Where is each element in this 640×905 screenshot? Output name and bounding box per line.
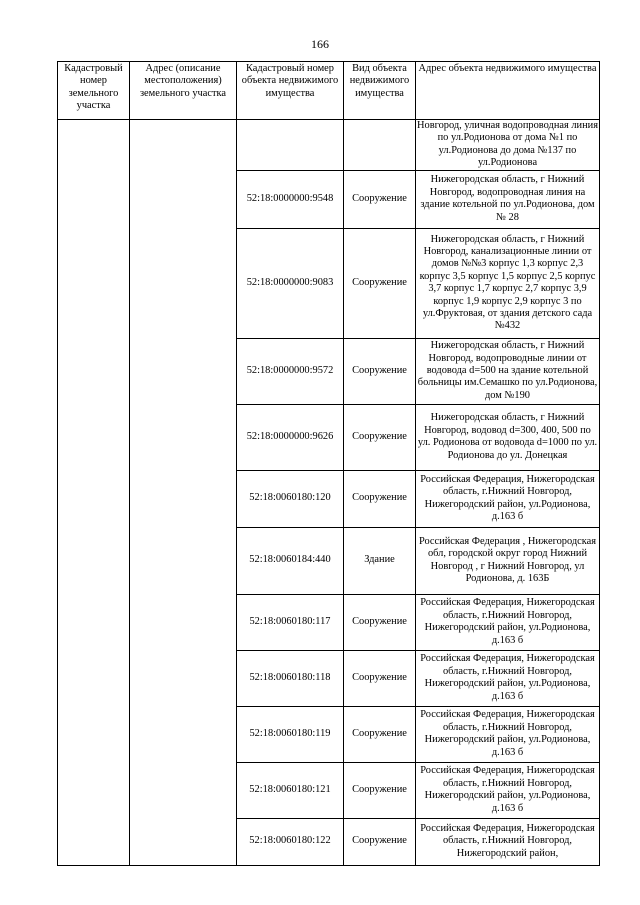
- object-address-cell: Российская Федерация, Нижегородская область, г.Нижний Новгород, Нижегородский район,: [416, 818, 600, 865]
- object-address-cell: Нижегородская область, г Нижний Новгород, водопроводная линия на здание котельной по ул.Родионова, дом № 28: [416, 170, 600, 228]
- object-type-cell: Сооружение: [344, 404, 416, 470]
- header-land-cadastral-number: Кадастровый номер земельного участка: [58, 62, 130, 120]
- land-address-cell: [130, 120, 237, 866]
- cadastral-number-cell: 52:18:0060180:121: [237, 762, 344, 818]
- table-header-row: [58, 62, 600, 120]
- cadastral-number-cell: 52:18:0000000:9083: [237, 228, 344, 338]
- property-registry-table: [57, 61, 600, 866]
- header-object-type: Вид объекта недвижимого имущества: [344, 62, 416, 120]
- object-type-cell: Сооружение: [344, 650, 416, 706]
- header-land-address: Адрес (описание местоположения) земельного участка: [130, 62, 237, 120]
- object-type-cell: Сооружение: [344, 170, 416, 228]
- object-address-cell: Российская Федерация, Нижегородская область, г.Нижний Новгород, Нижегородский район, ул.Родионова, д.163 б: [416, 650, 600, 706]
- cadastral-number-cell: 52:18:0000000:9572: [237, 338, 344, 404]
- object-type-cell: Сооружение: [344, 818, 416, 865]
- cadastral-number-cell: 52:18:0060180:117: [237, 594, 344, 650]
- object-address-cell: Российская Федерация , Нижегородская обл, городской округ город Нижний Новгород , г Нижний Новгород, ул Родионова, д. 163Б: [416, 527, 600, 594]
- object-type-cell: [344, 120, 416, 171]
- object-address-cell: Новгород, уличная водопроводная линия по ул.Родионова от дома №1 по ул.Родионова до дома №137 по ул.Родионова: [417, 120, 599, 169]
- land-cadastral-number-cell: [58, 120, 130, 866]
- object-type-cell: Здание: [344, 527, 416, 594]
- object-address-cell: Российская Федерация, Нижегородская область, г.Нижний Новгород, Нижегородский район, ул.Родионова, д.163 б: [416, 470, 600, 527]
- object-type-cell: Сооружение: [344, 228, 416, 338]
- cadastral-number-cell: 52:18:0000000:9626: [237, 404, 344, 470]
- table-row: [58, 120, 600, 171]
- object-address-cell: Российская Федерация, Нижегородская область, г.Нижний Новгород, Нижегородский район, ул.Родионова, д.163 б: [416, 762, 600, 818]
- object-address-cell: Нижегородская область, г Нижний Новгород, водовод d=300, 400, 500 по ул. Родионова от водовода d=1000 по ул. Родионова до ул. Донецкая: [416, 404, 600, 470]
- object-address-cell: Нижегородская область, г Нижний Новгород, водопроводные линии от водовода d=500 на здание котельной больницы им.Семашко по ул.Родионова, дом №190: [416, 338, 600, 404]
- object-type-cell: Сооружение: [344, 470, 416, 527]
- cadastral-number-cell: [237, 120, 344, 171]
- cadastral-number-cell: 52:18:0060180:118: [237, 650, 344, 706]
- cadastral-number-cell: 52:18:0060180:120: [237, 470, 344, 527]
- cadastral-number-cell: 52:18:0000000:9548: [237, 170, 344, 228]
- object-type-cell: Сооружение: [344, 338, 416, 404]
- object-address-cell: Нижегородская область, г Нижний Новгород, канализационные линии от домов №№3 корпус 1,3 корпус 2,3 корпус 3,5 корпус 1,5 корпус 2,5 корпус 3,7 корпус 1,7 корпус 2,7 корпус 3,9 корпус 1,9 корпус 2,9 корпус 3 по ул.Фруктовая, от здания детского сада №432: [416, 228, 600, 338]
- cadastral-number-cell: 52:18:0060180:122: [237, 818, 344, 865]
- object-address-cell: Российская Федерация, Нижегородская область, г.Нижний Новгород, Нижегородский район, ул.Родионова, д.163 б: [416, 594, 600, 650]
- object-type-cell: Сооружение: [344, 594, 416, 650]
- cadastral-number-cell: 52:18:0060184:440: [237, 527, 344, 594]
- object-type-cell: Сооружение: [344, 706, 416, 762]
- object-type-cell: Сооружение: [344, 762, 416, 818]
- header-object-address: Адрес объекта недвижимого имущества: [416, 62, 600, 120]
- object-address-cell: Российская Федерация, Нижегородская область, г.Нижний Новгород, Нижегородский район, ул.Родионова, д.163 б: [416, 706, 600, 762]
- header-object-cadastral-number: Кадастровый номер объекта недвижимого имущества: [237, 62, 344, 120]
- cadastral-number-cell: 52:18:0060180:119: [237, 706, 344, 762]
- page-number: 166: [311, 37, 329, 51]
